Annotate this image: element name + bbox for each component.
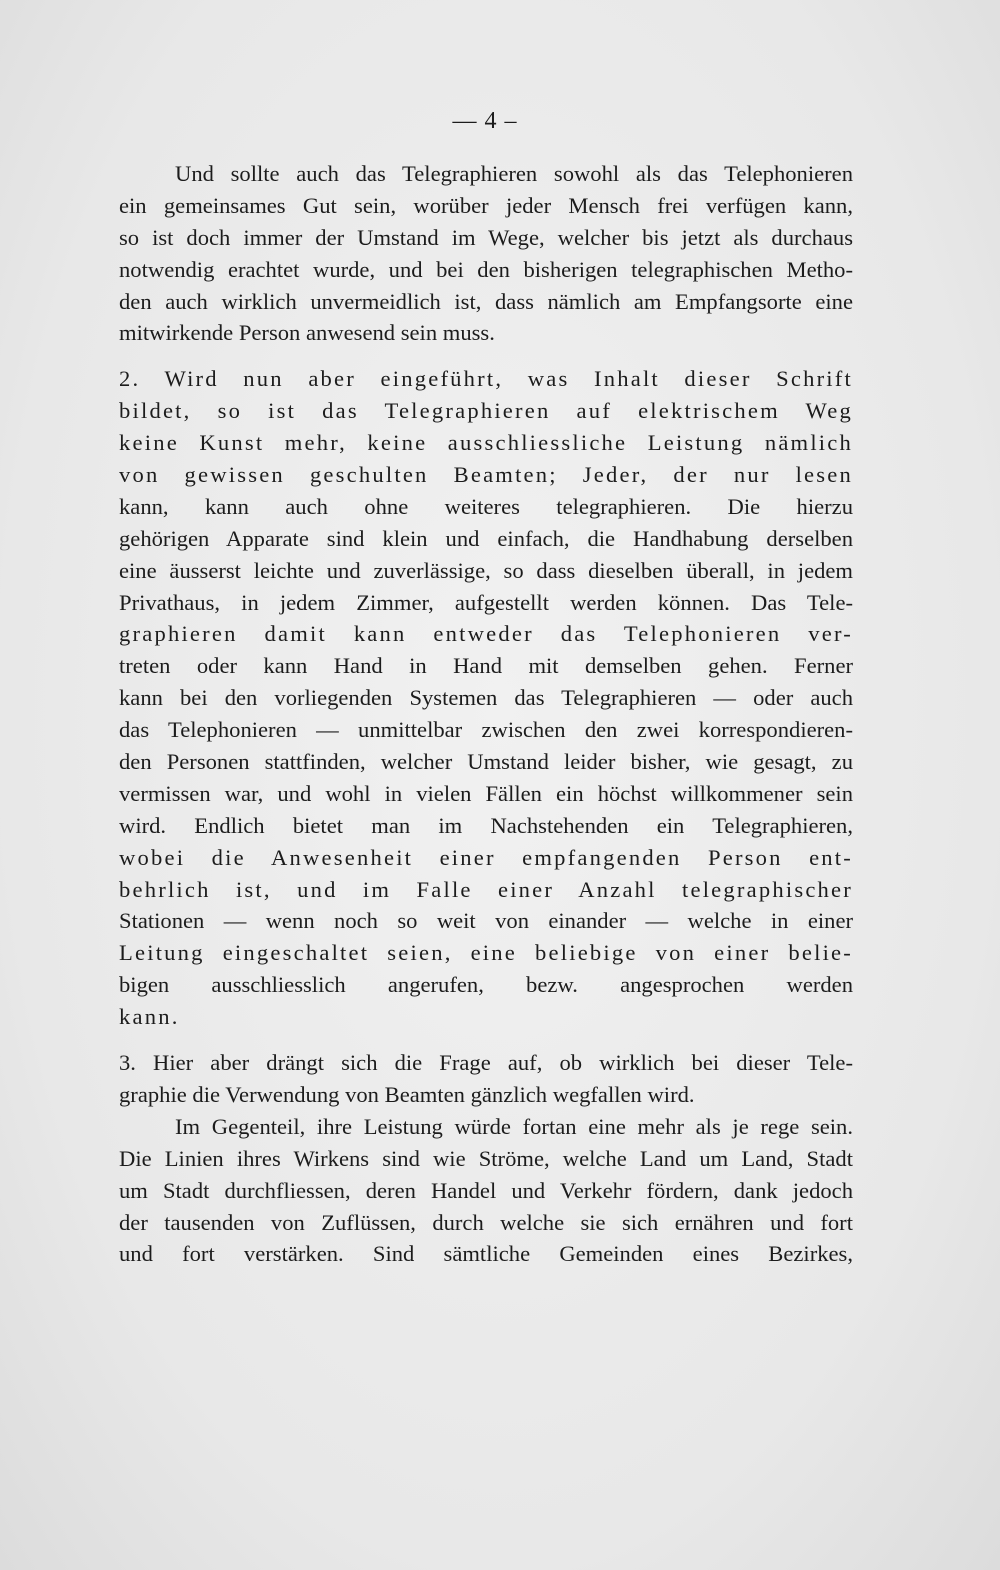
- text-line: den auch wirklich unvermeidlich ist, dass nämlich am Empfangsorte eine: [119, 288, 853, 314]
- text-line: der tausenden von Zuflüssen, durch welche sie sich ernähren und fort: [119, 1209, 853, 1235]
- text-line: graphie die Verwendung von Beamten gänzlich wegfallen wird.: [119, 1081, 695, 1107]
- paragraph-gap: [119, 349, 853, 363]
- text-line: keine Kunst mehr, keine ausschliessliche Leistung nämlich: [119, 430, 853, 456]
- text-line: den Personen stattfinden, welcher Umstand leider bisher, wie gesagt, zu: [119, 749, 853, 775]
- body-text: [119, 158, 853, 1270]
- text-line: das Telephonieren — unmittelbar zwischen den zwei korrespondieren-: [119, 717, 853, 743]
- text-line: kann, kann auch ohne weiteres telegraphieren. Die hierzu: [119, 493, 853, 519]
- text-line: treten oder kann Hand in Hand mit demselben gehen. Ferner: [119, 653, 853, 679]
- text-line: 3. Hier aber drängt sich die Frage auf, ob wirklich bei dieser Tele-: [119, 1050, 853, 1076]
- text-line: notwendig erachtet wurde, und bei den bisherigen telegraphischen Metho-: [119, 256, 853, 282]
- text-line: kann.: [119, 1004, 180, 1030]
- text-line: bildet, so ist das Telegraphieren auf elektrischem Weg: [119, 398, 853, 424]
- text-line: gehörigen Apparate sind klein und einfach, die Handhabung derselben: [119, 525, 853, 551]
- text-line: um Stadt durchfliessen, deren Handel und Verkehr fördern, dank jedoch: [119, 1177, 853, 1203]
- text-line: so ist doch immer der Umstand im Wege, welcher bis jetzt als durchaus: [119, 224, 853, 250]
- page-number: — 4 –: [452, 108, 518, 134]
- text-line: und fort verstärken. Sind sämtliche Gemeinden eines Bezirkes,: [119, 1241, 853, 1267]
- text-line: wobei die Anwesenheit einer empfangenden Person ent-: [119, 844, 853, 870]
- text-line: von gewissen geschulten Beamten; Jeder, der nur lesen: [119, 462, 853, 488]
- text-line: behrlich ist, und im Falle einer Anzahl telegraphischer: [119, 876, 853, 902]
- text-line: Und sollte auch das Telegraphieren sowohl als das Telephonieren: [175, 161, 853, 186]
- text-line: Die Linien ihres Wirkens sind wie Ströme, welche Land um Land, Stadt: [119, 1145, 853, 1171]
- text-line: kann bei den vorliegenden Systemen das Telegraphieren — oder auch: [119, 685, 853, 711]
- text-line: Im Gegenteil, ihre Leistung würde fortan eine mehr als je rege sein.: [175, 1113, 853, 1139]
- text-line: Stationen — wenn noch so weit von einander — welche in einer: [119, 908, 853, 934]
- text-line: eine äusserst leichte und zuverlässige, so dass dieselben überall, in jedem: [119, 557, 853, 583]
- text-line: bigen ausschliesslich angerufen, bezw. angesprochen werden: [119, 972, 853, 998]
- text-line: wird. Endlich bietet man im Nachstehenden ein Telegraphieren,: [119, 812, 853, 838]
- text-line: mitwirkende Person anwesend sein muss.: [119, 320, 495, 346]
- text-line: vermissen war, und wohl in vielen Fällen ein höchst willkommener sein: [119, 780, 853, 806]
- text-line: Privathaus, in jedem Zimmer, aufgestellt werden können. Das Tele-: [119, 589, 853, 615]
- text-line: graphieren damit kann entweder das Telephonieren ver-: [119, 621, 853, 647]
- text-line: Leitung eingeschaltet seien, eine beliebige von einer belie-: [119, 940, 853, 966]
- text-line: ein gemeinsames Gut sein, worüber jeder Mensch frei verfügen kann,: [119, 192, 853, 218]
- paragraph-gap: [119, 1033, 853, 1047]
- text-line: 2. Wird nun aber eingeführt, was Inhalt dieser Schrift: [119, 366, 853, 392]
